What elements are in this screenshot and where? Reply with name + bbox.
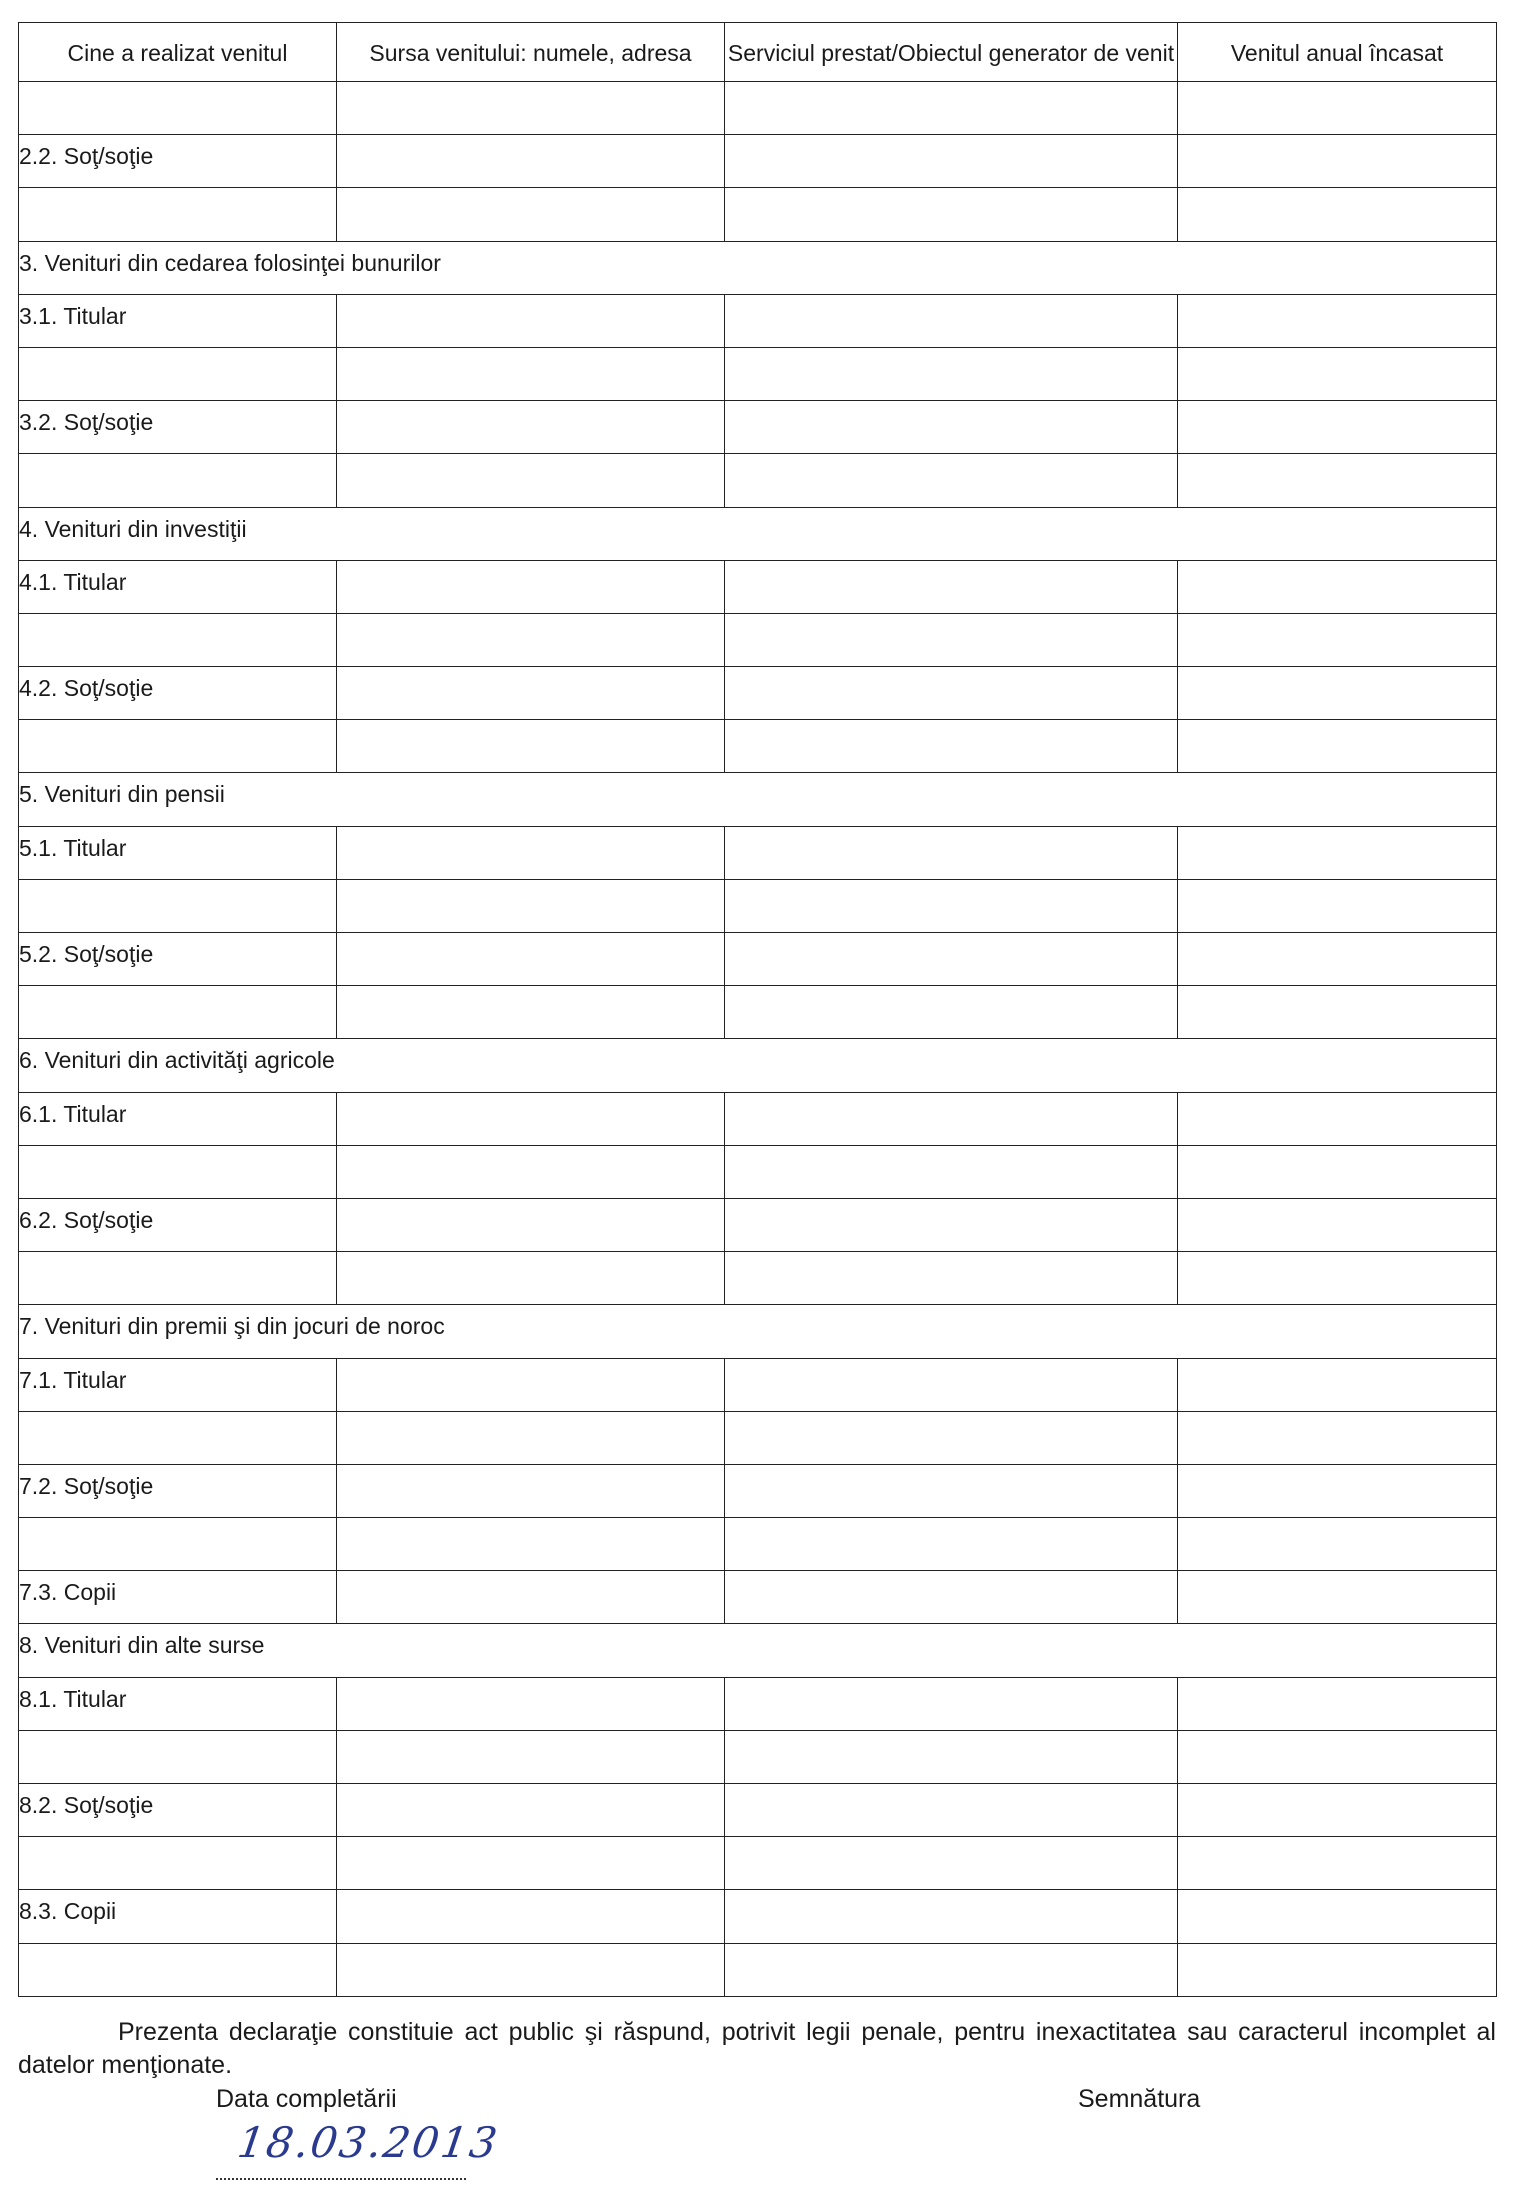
table-cell xyxy=(19,720,337,773)
table-cell xyxy=(1178,613,1497,666)
table-cell xyxy=(337,347,725,400)
table-cell xyxy=(725,613,1178,666)
table-row xyxy=(19,826,1497,879)
row-label: 7.1. Titular xyxy=(19,1366,127,1393)
table-cell xyxy=(337,667,725,720)
table-cell xyxy=(337,1943,725,1996)
table-row xyxy=(19,1837,1497,1890)
table-cell xyxy=(725,720,1178,773)
row-label: 5.2. Soţ/soţie xyxy=(19,941,154,967)
table-cell xyxy=(725,401,1178,454)
table-row xyxy=(19,1677,1497,1730)
table-cell xyxy=(1178,135,1497,188)
table-row xyxy=(19,188,1497,241)
table-cell xyxy=(725,1943,1178,1996)
table-cell xyxy=(19,1837,337,1890)
date-dotted-line xyxy=(216,2178,466,2180)
table-cell xyxy=(337,986,725,1039)
table-row xyxy=(19,1198,1497,1251)
table-cell xyxy=(19,294,337,347)
table-cell xyxy=(725,1730,1178,1783)
table-row xyxy=(19,454,1497,507)
table-cell xyxy=(1178,826,1497,879)
row-label: 7.3. Copii xyxy=(19,1579,117,1606)
table-row xyxy=(19,1943,1497,1996)
section-title: 5. Venituri din pensii xyxy=(19,781,225,808)
table-cell xyxy=(19,1518,337,1571)
table-cell xyxy=(337,613,725,666)
table-row xyxy=(19,560,1497,613)
section-row xyxy=(19,1624,1497,1677)
table-cell xyxy=(1178,454,1497,507)
table-cell xyxy=(19,1943,337,1996)
table-row xyxy=(19,986,1497,1039)
table-cell xyxy=(725,1145,1178,1198)
table-cell xyxy=(337,82,725,135)
table-cell xyxy=(725,1518,1178,1571)
table-cell xyxy=(725,454,1178,507)
table-cell xyxy=(337,1518,725,1571)
header-source: Sursa venitului: numele, adresa xyxy=(337,23,725,82)
table-row xyxy=(19,294,1497,347)
table-cell xyxy=(725,1464,1178,1517)
table-row xyxy=(19,401,1497,454)
table-cell xyxy=(19,1358,337,1411)
table-cell xyxy=(1178,294,1497,347)
section-title: 6. Venituri din activităţi agricole xyxy=(19,1047,335,1074)
table-cell xyxy=(337,401,725,454)
table-cell xyxy=(19,1890,337,1943)
table-cell xyxy=(1178,1411,1497,1464)
table-cell xyxy=(725,1837,1178,1890)
table-row xyxy=(19,135,1497,188)
table-cell xyxy=(1178,720,1497,773)
table-cell xyxy=(19,1677,337,1730)
table-cell xyxy=(725,667,1178,720)
table-row xyxy=(19,1464,1497,1517)
table-row xyxy=(19,667,1497,720)
table-row xyxy=(19,720,1497,773)
table-cell xyxy=(19,1730,337,1783)
table-row xyxy=(19,933,1497,986)
table-cell xyxy=(19,933,337,986)
table-row xyxy=(19,1571,1497,1624)
table-cell xyxy=(19,347,337,400)
table-cell xyxy=(725,1198,1178,1251)
table-row xyxy=(19,613,1497,666)
table-cell xyxy=(337,1411,725,1464)
section-cell xyxy=(19,773,1497,826)
table-cell xyxy=(1178,1730,1497,1783)
table-cell xyxy=(1178,188,1497,241)
table-cell xyxy=(337,826,725,879)
table-cell xyxy=(337,560,725,613)
table-cell xyxy=(1178,1145,1497,1198)
table-cell xyxy=(337,1730,725,1783)
table-cell xyxy=(1178,82,1497,135)
table-cell xyxy=(337,1571,725,1624)
table-cell xyxy=(1178,1571,1497,1624)
table-cell xyxy=(725,1890,1178,1943)
table-cell xyxy=(1178,560,1497,613)
table-cell xyxy=(19,1571,337,1624)
row-label: 7.2. Soţ/soţie xyxy=(19,1472,154,1499)
table-cell xyxy=(725,294,1178,347)
table-cell xyxy=(337,1677,725,1730)
table-cell xyxy=(337,1092,725,1145)
table-cell xyxy=(1178,1943,1497,1996)
table-cell xyxy=(1178,1358,1497,1411)
table-cell xyxy=(1178,1518,1497,1571)
handwritten-date: 18.03.2013 xyxy=(234,2118,502,2167)
table-row xyxy=(19,82,1497,135)
table-cell xyxy=(337,1358,725,1411)
table-cell xyxy=(725,1571,1178,1624)
table-header-row xyxy=(19,23,1497,82)
section-row xyxy=(19,1039,1497,1092)
row-label: 3.2. Soţ/soţie xyxy=(19,409,154,436)
section-title: 7. Venituri din premii şi din jocuri de noroc xyxy=(19,1313,445,1340)
table-cell xyxy=(725,826,1178,879)
table-cell xyxy=(19,560,337,613)
table-row xyxy=(19,1145,1497,1198)
row-label: 4.2. Soţ/soţie xyxy=(19,675,154,702)
table-cell xyxy=(725,188,1178,241)
legal-statement: Prezenta declaraţie constituie act public şi răspund, potrivit legii penale, pentru inexactitatea sau caracterul incomplet al datelor menţionate. xyxy=(18,2018,1496,2079)
table-cell xyxy=(725,1252,1178,1305)
table-cell xyxy=(1178,347,1497,400)
row-label: 3.1. Titular xyxy=(19,302,127,329)
section-cell xyxy=(19,507,1497,560)
table-cell xyxy=(1178,1252,1497,1305)
section-row xyxy=(19,1305,1497,1358)
table-cell xyxy=(725,560,1178,613)
table-row xyxy=(19,347,1497,400)
table-cell xyxy=(337,1784,725,1837)
table-cell xyxy=(337,135,725,188)
table-cell xyxy=(725,1411,1178,1464)
row-label: 6.2. Soţ/soţie xyxy=(19,1206,154,1233)
table-cell xyxy=(1178,1198,1497,1251)
row-label: 8.3. Copii xyxy=(19,1898,117,1925)
header-annual-income: Venitul anual încasat xyxy=(1178,23,1497,82)
table-row xyxy=(19,1411,1497,1464)
table-cell xyxy=(725,135,1178,188)
table-cell xyxy=(1178,879,1497,932)
table-cell xyxy=(1178,1837,1497,1890)
table-cell xyxy=(337,454,725,507)
table-cell xyxy=(1178,667,1497,720)
table-cell xyxy=(725,1358,1178,1411)
section-cell xyxy=(19,1305,1497,1358)
section-title: 4. Venituri din investiţii xyxy=(19,515,247,542)
section-cell xyxy=(19,1624,1497,1677)
header-service: Serviciul prestat/Obiectul generator de venit xyxy=(725,23,1178,82)
table-cell xyxy=(19,1092,337,1145)
date-label: Data completării xyxy=(216,2085,397,2113)
table-cell xyxy=(725,1677,1178,1730)
section-title: 3. Venituri din cedarea folosinţei bunurilor xyxy=(19,249,441,276)
table-cell xyxy=(725,82,1178,135)
table-cell xyxy=(19,879,337,932)
table-cell xyxy=(1178,1890,1497,1943)
section-row xyxy=(19,241,1497,294)
section-title: 8. Venituri din alte surse xyxy=(19,1632,265,1659)
table-cell xyxy=(19,82,337,135)
table-cell xyxy=(337,294,725,347)
header-who: Cine a realizat venitul xyxy=(19,23,337,82)
table-cell xyxy=(725,879,1178,932)
table-cell xyxy=(1178,401,1497,454)
table-cell xyxy=(19,613,337,666)
table-row xyxy=(19,1252,1497,1305)
table-row xyxy=(19,1092,1497,1145)
table-cell xyxy=(1178,1092,1497,1145)
table-cell xyxy=(725,933,1178,986)
row-label: 6.1. Titular xyxy=(19,1100,127,1127)
table-cell xyxy=(1178,1677,1497,1730)
table-cell xyxy=(19,986,337,1039)
row-label: 4.1. Titular xyxy=(19,568,127,595)
table-cell xyxy=(19,1464,337,1517)
section-cell xyxy=(19,241,1497,294)
table-cell xyxy=(337,1252,725,1305)
row-label: 8.1. Titular xyxy=(19,1685,127,1712)
table-cell xyxy=(337,720,725,773)
table-cell xyxy=(19,1145,337,1198)
table-row xyxy=(19,879,1497,932)
table-cell xyxy=(725,1784,1178,1837)
table-cell xyxy=(19,135,337,188)
table-cell xyxy=(19,1252,337,1305)
table-cell xyxy=(337,1145,725,1198)
table-cell xyxy=(19,1411,337,1464)
table-cell xyxy=(337,933,725,986)
table-row xyxy=(19,1730,1497,1783)
table-cell xyxy=(725,347,1178,400)
table-cell xyxy=(337,1837,725,1890)
table-cell xyxy=(1178,986,1497,1039)
table-row xyxy=(19,1358,1497,1411)
table-row xyxy=(19,1784,1497,1837)
table-cell xyxy=(337,1890,725,1943)
table-cell xyxy=(337,1198,725,1251)
table-cell xyxy=(1178,1784,1497,1837)
income-table xyxy=(18,22,1497,1997)
table-cell xyxy=(19,1198,337,1251)
table-cell xyxy=(1178,1464,1497,1517)
table-cell xyxy=(19,667,337,720)
table-cell xyxy=(19,454,337,507)
row-label: 5.1. Titular xyxy=(19,834,127,861)
table-row xyxy=(19,1518,1497,1571)
section-row xyxy=(19,507,1497,560)
section-cell xyxy=(19,1039,1497,1092)
section-row xyxy=(19,773,1497,826)
table-cell xyxy=(725,986,1178,1039)
table-cell xyxy=(19,1784,337,1837)
table-cell xyxy=(337,1464,725,1517)
table-row xyxy=(19,1890,1497,1943)
table-cell xyxy=(1178,933,1497,986)
table-cell xyxy=(19,188,337,241)
row-label: 8.2. Soţ/soţie xyxy=(19,1792,154,1818)
table-cell xyxy=(19,401,337,454)
table-cell xyxy=(725,1092,1178,1145)
table-cell xyxy=(337,879,725,932)
row-label: 2.2. Soţ/soţie xyxy=(19,143,154,170)
signature-label: Semnătura xyxy=(1078,2085,1201,2113)
table-cell xyxy=(19,826,337,879)
table-cell xyxy=(337,188,725,241)
